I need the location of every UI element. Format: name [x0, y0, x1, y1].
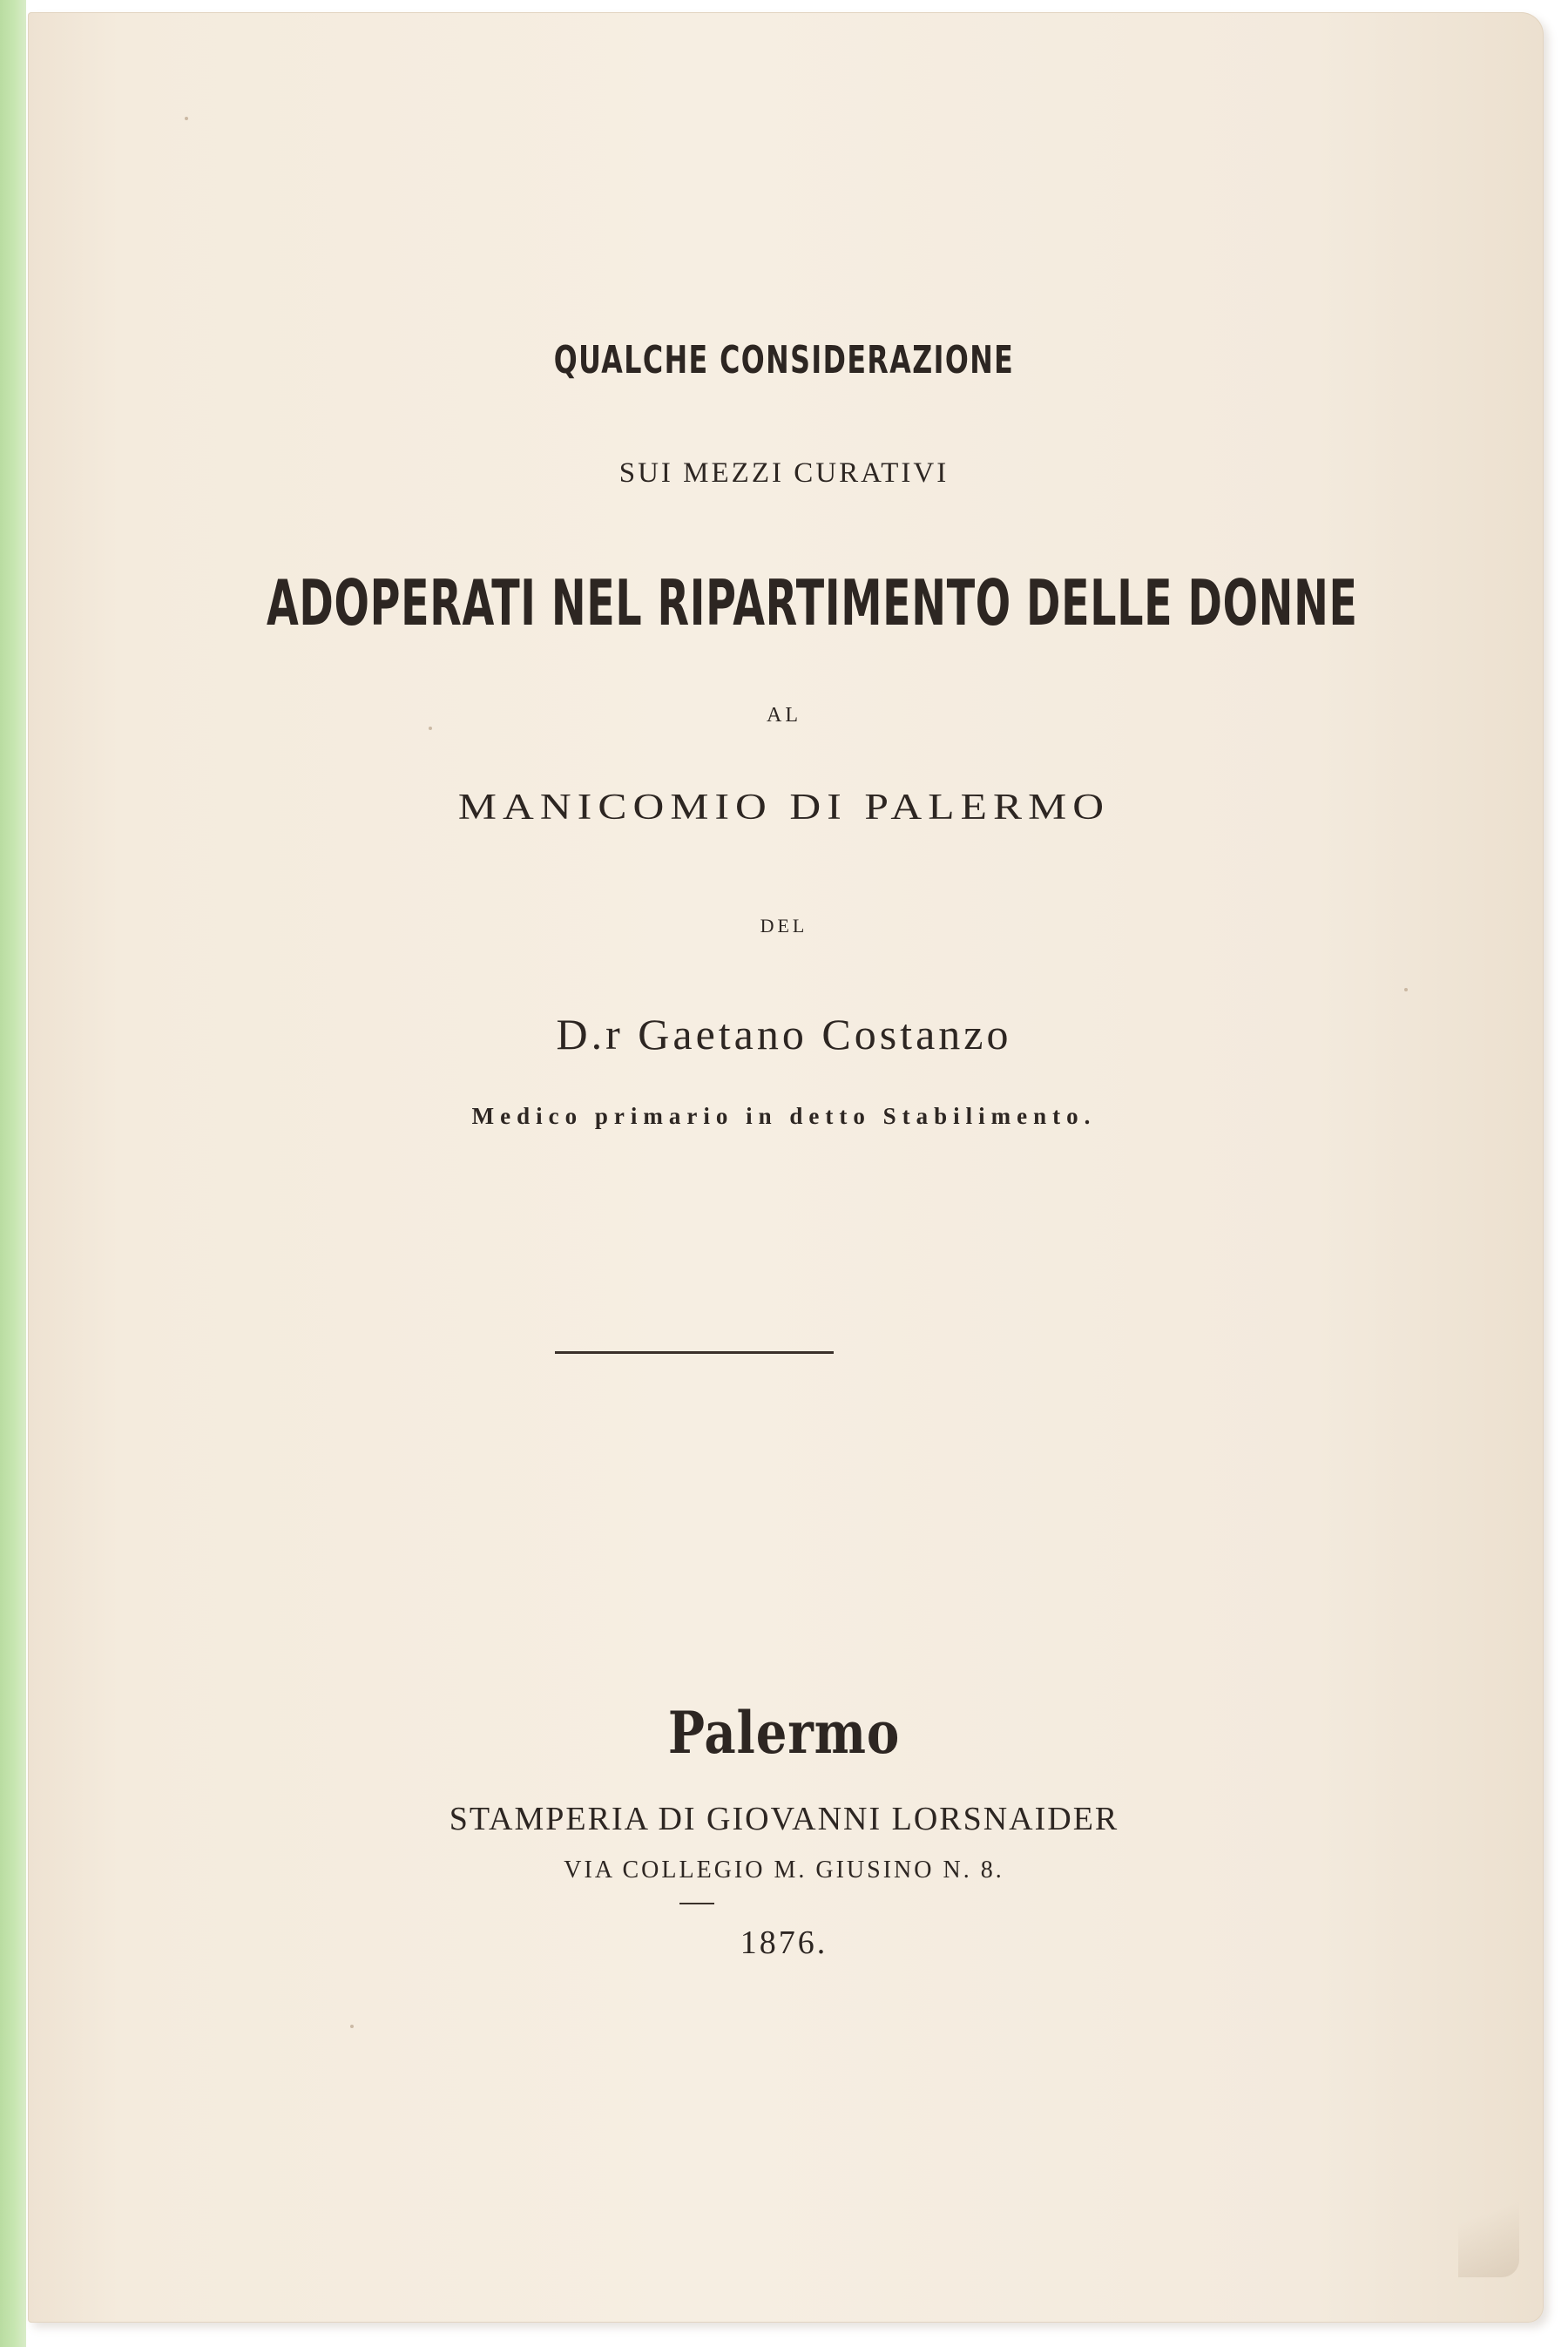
page-corner-curl [1458, 2173, 1519, 2277]
title-line-2: SUI MEZZI CURATIVI [618, 457, 950, 489]
author-role: Medico primario in detto Stabilimento. [471, 1103, 1097, 1129]
imprint-year: 1876. [740, 1924, 828, 1961]
title-line-6: DEL [760, 915, 808, 937]
title-line-1: QUALCHE CONSIDERAZIONE [553, 338, 1015, 382]
paper-speck [1404, 988, 1408, 991]
small-divider-rule [679, 1903, 714, 1904]
author-name: D.r Gaetano Costanzo [556, 1010, 1012, 1059]
title-line-4: AL [767, 704, 801, 727]
imprint-city: Palermo [667, 1699, 901, 1767]
title-line-5: MANICOMIO DI PALERMO [457, 788, 1111, 828]
paper-speck [350, 2025, 354, 2028]
green-spine-edge [0, 0, 26, 2347]
section-divider-rule [555, 1351, 834, 1354]
title-line-3: ADOPERATI NEL RIPARTIMENTO DELLE DONNE [267, 566, 1358, 639]
imprint-address: VIA COLLEGIO M. GIUSINO N. 8. [564, 1857, 1004, 1884]
paper-speck [185, 117, 188, 120]
imprint-printer: STAMPERIA DI GIOVANNI LORSNAIDER [449, 1801, 1119, 1837]
